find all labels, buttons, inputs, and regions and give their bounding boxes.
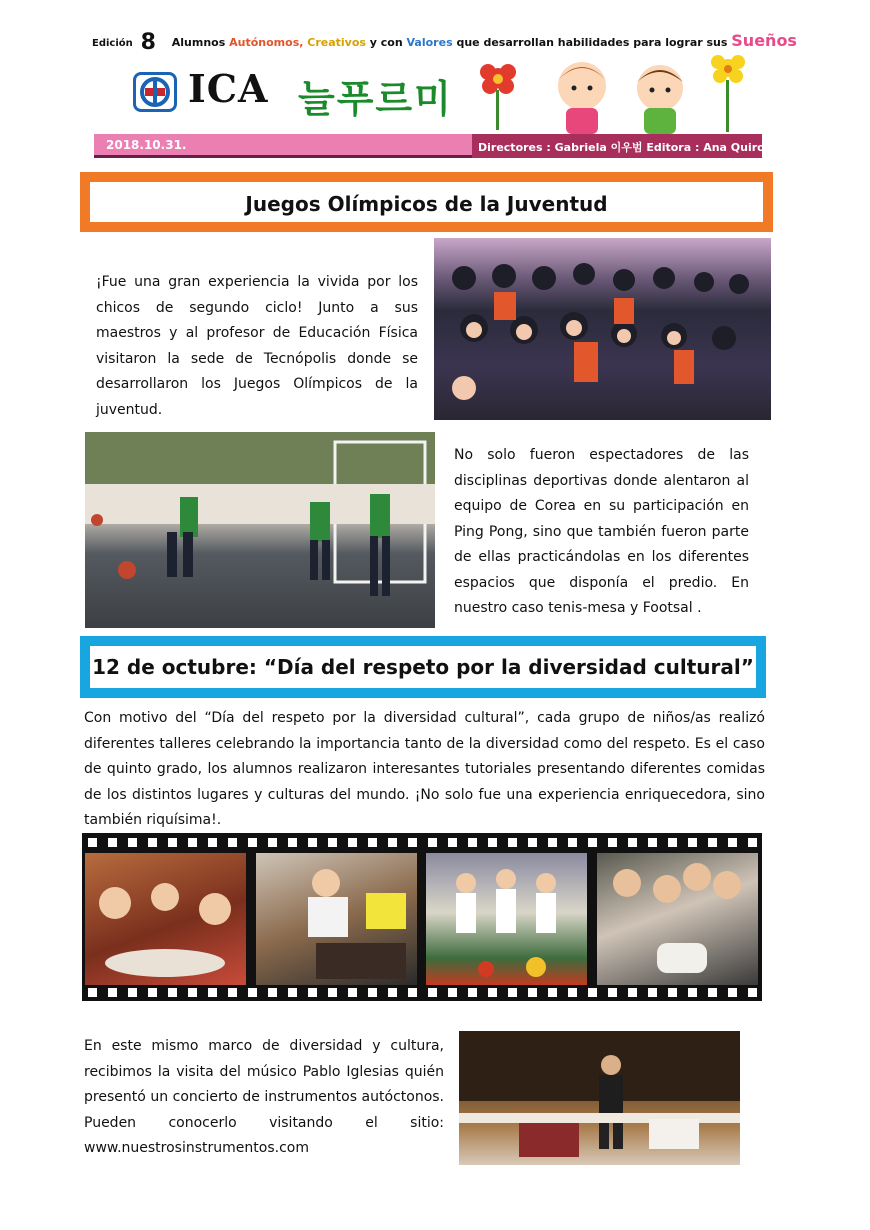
section1-title: Juegos Olímpicos de la Juventud [245, 192, 608, 216]
red-flower-icon [480, 64, 516, 130]
film-photo-4 [597, 853, 758, 985]
audience-photo [434, 238, 771, 420]
logo-text: ICA [188, 66, 269, 111]
tagline-word: nomos, [258, 36, 308, 49]
section2-title: 12 de octubre: “Día del respeto por la diversidad cultural” [92, 655, 754, 679]
film-photo-1 [85, 853, 246, 985]
section2-paragraph2: En este mismo marco de diversidad y cultura, recibimos la visita del músico Pablo Iglesias quién presentó un concierto de instrumentos autóctonos. Pueden conocerlo visitando el sitio: www.nuestrosinstrumentos.com [84, 1038, 444, 1156]
tagline-word: Autó [229, 36, 259, 49]
tagline-word: Valores [406, 36, 453, 49]
concert-photo [459, 1031, 740, 1165]
girl-illustration [558, 62, 606, 134]
tagline-text: y con [365, 36, 407, 49]
edition-label: Edición [92, 38, 133, 49]
directors-credits: Directores : Gabriela 이우범 Editora : Ana Quiros [478, 141, 772, 154]
boy-illustration [637, 65, 683, 134]
tagline-word: Creativos [307, 36, 366, 49]
tagline-word: Sueños [731, 31, 797, 50]
kids-flowers-illustration [470, 50, 760, 134]
film-holes-bottom [82, 985, 762, 999]
school-logo-icon [133, 72, 177, 112]
footsal-photo [85, 432, 435, 628]
section1-paragraph1: ¡Fue una gran experiencia la vivida por los chicos de segundo ciclo! Junto a sus maestros y al profesor de Educación Física visitaron la sede de Tecnópolis donde se desarrollaron los Juegos Olímpicos de la juventud. [96, 274, 418, 418]
yellow-flower-icon [711, 55, 745, 132]
film-holes-top [82, 835, 762, 849]
film-photo-2 [256, 853, 417, 985]
issue-date: 2018.10.31. [106, 138, 187, 152]
film-photo-3 [426, 853, 587, 985]
tagline-text: que desarrollan habilidades para lograr sus [452, 36, 732, 49]
tagline-text: Alumnos [171, 36, 230, 49]
korean-title: 늘푸르미 [298, 77, 453, 121]
edition-number: 8 [140, 30, 156, 55]
section2-paragraph1: Con motivo del “Día del respeto por la diversidad cultural”, cada grupo de niños/as realizó diferentes talleres celebrando la importancia tanto de la diversidad como del respeto. Es el caso de quinto grado, los alumnos realizaron interesantes tutoriales presentando diferentes comidas de los distintos lugares y culturas del mundo. ¡No solo fue una experiencia enriquecedora, sino también riquísima!. [84, 710, 765, 828]
section1-paragraph2: No solo fueron espectadores de las disciplinas deportivas donde alentaron al equipo de Corea en su participación en Ping Pong, sino que también fueron parte de ellas practicándolas en los diferentes espacios que disponía el predio. En nuestro caso tenis-mesa y Footsal . [454, 447, 749, 616]
